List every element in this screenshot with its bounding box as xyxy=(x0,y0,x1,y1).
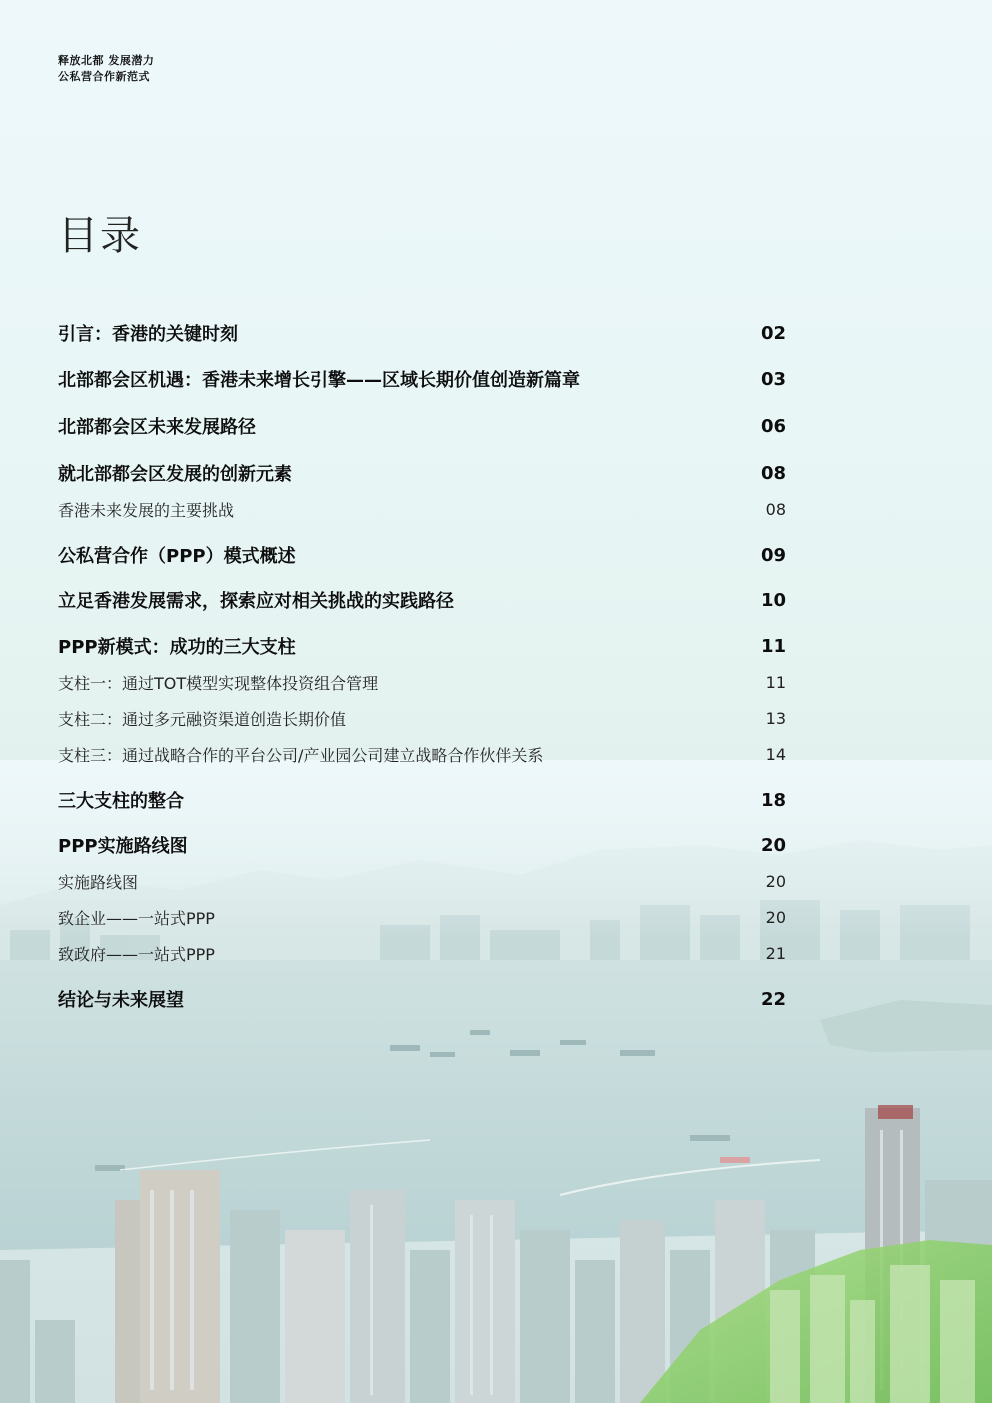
toc-entry-page: 10 xyxy=(760,589,786,611)
document-header xyxy=(58,53,154,85)
toc-entry[interactable] xyxy=(58,632,786,660)
toc-entry-label: 公私营合作（PPP）模式概述 xyxy=(58,546,296,567)
toc-entry-label: 支柱一：通过TOT模型实现整体投资组合管理 xyxy=(58,673,379,693)
toc-entry-page: 14 xyxy=(765,744,786,764)
toc-sub-entry[interactable] xyxy=(58,939,786,967)
toc-entry-label: 就北部都会区发展的创新元素 xyxy=(58,464,292,485)
toc-entry-label: PPP实施路线图 xyxy=(58,836,188,857)
toc-entry[interactable] xyxy=(58,831,786,859)
toc-entry[interactable] xyxy=(58,459,786,487)
toc-entry-label: PPP新模式：成功的三大支柱 xyxy=(58,637,296,658)
toc-entry-label: 结论与未来展望 xyxy=(58,990,184,1011)
toc-entry-label: 北部都会区未来发展路径 xyxy=(58,417,256,438)
toc-entry[interactable] xyxy=(58,985,786,1013)
toc-sub-entry[interactable] xyxy=(58,495,786,523)
toc-entry-page: 13 xyxy=(765,708,786,728)
header-line-2: 公私营合作新范式 xyxy=(58,70,150,83)
toc-sub-entry[interactable] xyxy=(58,903,786,931)
toc-entry-page: 03 xyxy=(760,368,786,390)
toc-entry-page: 09 xyxy=(760,544,786,566)
toc-entry-label: 实施路线图 xyxy=(58,872,139,892)
toc-sub-entry[interactable] xyxy=(58,668,786,696)
toc-entry-page: 02 xyxy=(760,322,786,344)
toc-entry-label: 支柱二：通过多元融资渠道创造长期价值 xyxy=(58,709,347,729)
toc-entry-page: 11 xyxy=(765,672,786,692)
toc-entry-label: 香港未来发展的主要挑战 xyxy=(58,500,235,520)
toc-entry-page: 08 xyxy=(760,462,786,484)
toc-entry-page: 21 xyxy=(765,943,786,963)
toc-entry-page: 08 xyxy=(765,499,786,519)
toc-entry-page: 20 xyxy=(760,834,786,856)
toc-entry-label: 北部都会区机遇：香港未来增长引擎——区域长期价值创造新篇章 xyxy=(58,370,580,391)
toc-entry-page: 22 xyxy=(760,988,786,1010)
toc-entry-label: 引言：香港的关键时刻 xyxy=(58,324,238,345)
toc-sub-entry[interactable] xyxy=(58,704,786,732)
toc-entry[interactable] xyxy=(58,786,786,814)
toc-entry-label: 立足香港发展需求，探索应对相关挑战的实践路径 xyxy=(58,591,454,612)
toc-entry-page: 20 xyxy=(765,907,786,927)
header-line-1: 释放北都 发展潜力 xyxy=(58,54,155,67)
toc-entry-page: 11 xyxy=(760,635,786,657)
toc-entry-label: 致企业——一站式PPP xyxy=(58,908,215,928)
toc-sub-entry[interactable] xyxy=(58,867,786,895)
toc-entry-page: 18 xyxy=(760,789,786,811)
toc-entry-page: 06 xyxy=(760,415,786,437)
toc-entry[interactable] xyxy=(58,586,786,614)
toc-sub-entry[interactable] xyxy=(58,740,786,768)
toc-entry-label: 致政府——一站式PPP xyxy=(58,944,215,964)
toc-entry[interactable] xyxy=(58,412,786,440)
toc-entry[interactable] xyxy=(58,541,786,569)
toc-entry-page: 20 xyxy=(765,871,786,891)
toc-entry-label: 三大支柱的整合 xyxy=(58,791,184,812)
toc-entry[interactable] xyxy=(58,365,786,393)
toc-title: 目录 xyxy=(58,213,142,259)
toc-entry-label: 支柱三：通过战略合作的平台公司/产业园公司建立战略合作伙伴关系 xyxy=(58,745,544,765)
toc-entry[interactable] xyxy=(58,319,786,347)
